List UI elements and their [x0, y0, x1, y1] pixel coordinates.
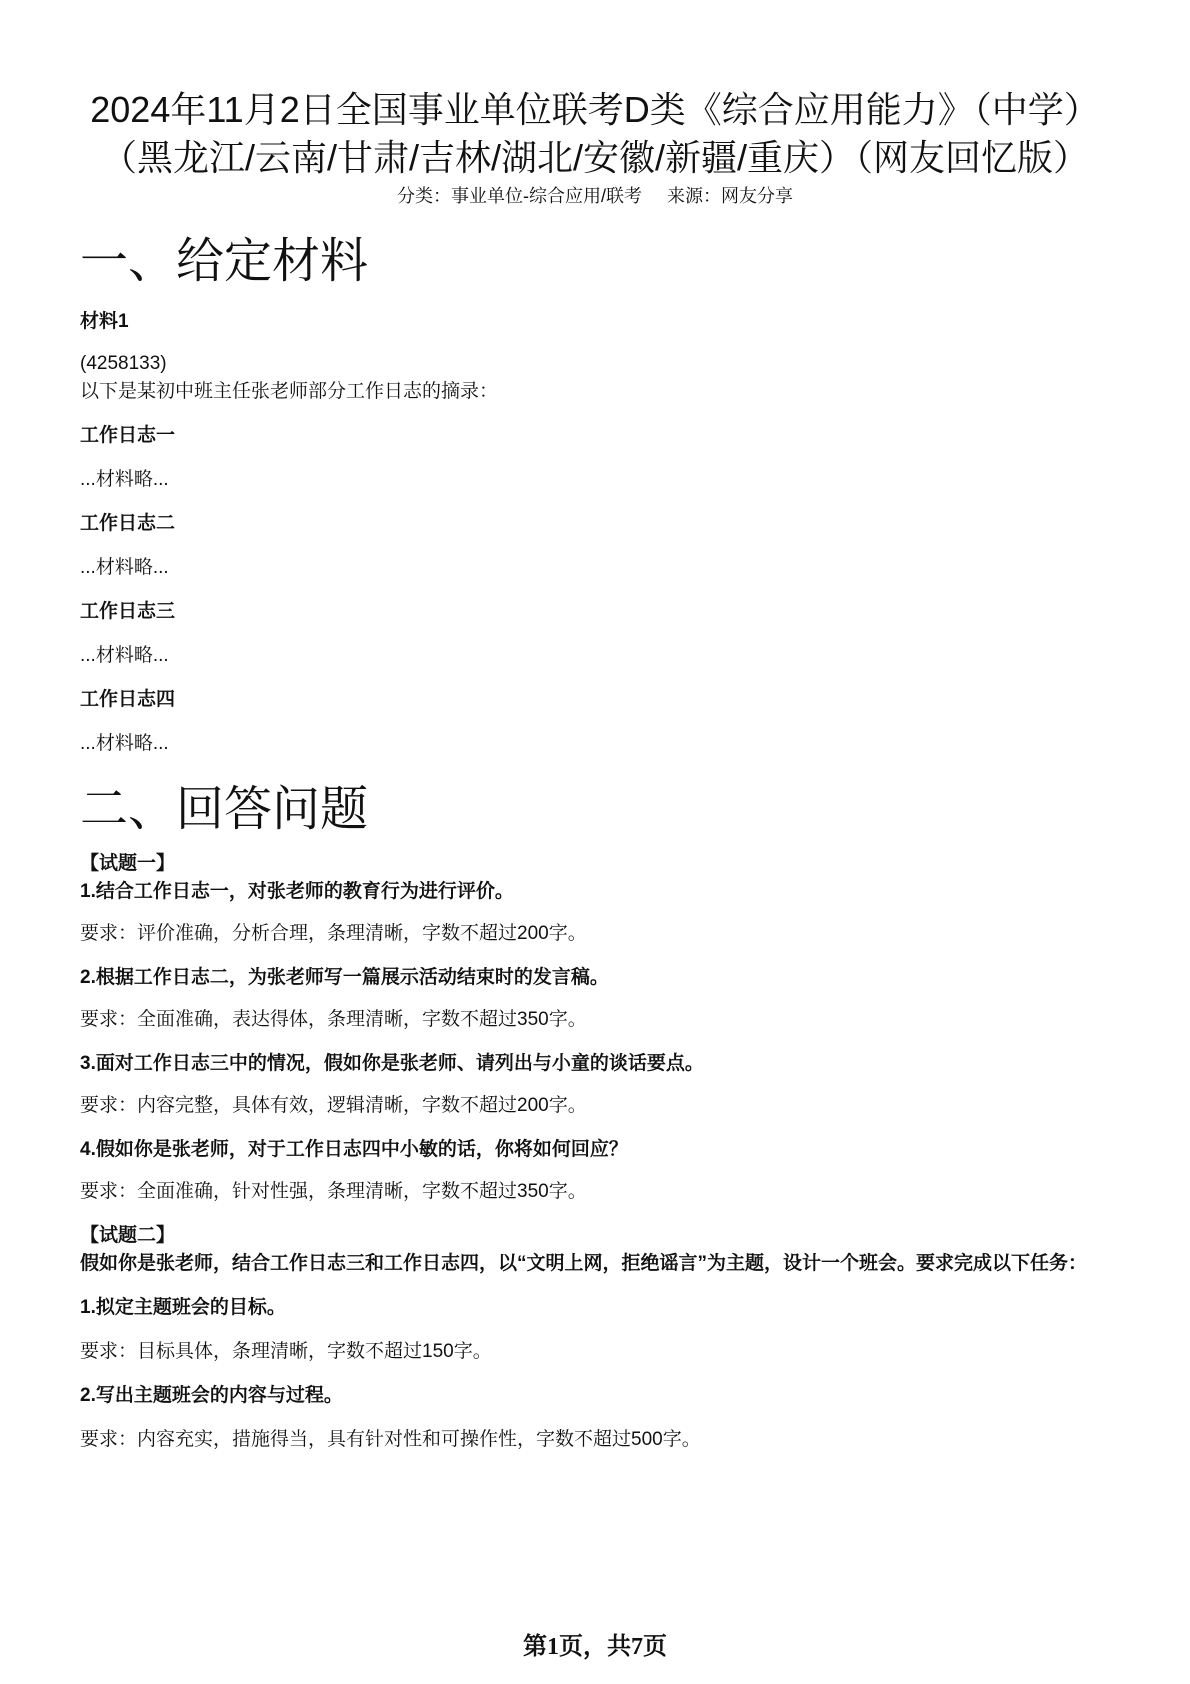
question-text: 1.拟定主题班会的目标。: [80, 1297, 286, 1318]
question-text: 2.写出主题班会的内容与过程。: [80, 1385, 343, 1406]
section-heading-questions: 二、回答问题: [80, 783, 369, 836]
test-2-intro: 假如你是张老师，结合工作日志三和工作日志四，以“文明上网，拒绝谣言”为主题，设计一个班会。要求完成以下任务：: [80, 1253, 1088, 1274]
question-requirement: 要求：内容充实，措施得当，具有针对性和可操作性，字数不超过500字。: [80, 1429, 701, 1450]
title-line-1: 2024年11月2日全国事业单位联考D类《综合应用能力》（中学）: [90, 89, 1100, 130]
document-title: [60, 86, 1130, 182]
work-log-body: ...材料略...: [80, 645, 169, 666]
work-log-body: ...材料略...: [80, 557, 169, 578]
question-text: 2.根据工作日志二，为张老师写一篇展示活动结束时的发言稿。: [80, 967, 609, 988]
work-log-body: ...材料略...: [80, 469, 169, 490]
question-requirement: 要求：目标具体，条理清晰，字数不超过150字。: [80, 1341, 492, 1362]
test-1-label: 【试题一】: [80, 853, 176, 874]
document-meta: [0, 184, 1190, 208]
work-log-title: 工作日志一: [80, 425, 176, 446]
question-text: 4.假如你是张老师，对于工作日志四中小敏的话，你将如何回应？: [80, 1139, 628, 1160]
work-log-title: 工作日志二: [80, 513, 176, 534]
question-text: 3.面对工作日志三中的情况，假如你是张老师、请列出与小童的谈话要点。: [80, 1053, 704, 1074]
page-number: 第1页，共7页: [523, 1634, 667, 1660]
question-requirement: 要求：评价准确，分析合理，条理清晰，字数不超过200字。: [80, 923, 587, 944]
material-label: 材料1: [80, 311, 129, 332]
question-requirement: 要求：全面准确，表达得体，条理清晰，字数不超过350字。: [80, 1009, 587, 1030]
title-line-2: （黑龙江/云南/甘肃/吉林/湖北/安徽/新疆/重庆）（网友回忆版）: [100, 137, 1089, 178]
material-intro: 以下是某初中班主任张老师部分工作日志的摘录：: [80, 381, 499, 402]
section-heading-materials: 一、给定材料: [80, 235, 369, 288]
source-label: 来源：网友分享: [667, 186, 793, 206]
work-log-list: [80, 422, 1120, 758]
test-1-questions: [80, 878, 1120, 1206]
work-log-title: 工作日志四: [80, 689, 176, 710]
question-requirement: 要求：全面准确，针对性强，条理清晰，字数不超过350字。: [80, 1181, 587, 1202]
test-2-label: 【试题二】: [80, 1225, 176, 1246]
material-id: (4258133): [80, 353, 167, 374]
document-content: [80, 230, 1120, 1454]
category-label: 分类：事业单位-综合应用/联考: [396, 186, 642, 206]
test-2-questions: [80, 1294, 1120, 1454]
work-log-title: 工作日志三: [80, 601, 176, 622]
question-text: 1.结合工作日志一，对张老师的教育行为进行评价。: [80, 881, 514, 902]
work-log-body: ...材料略...: [80, 733, 169, 754]
question-requirement: 要求：内容完整，具体有效，逻辑清晰，字数不超过200字。: [80, 1095, 587, 1116]
